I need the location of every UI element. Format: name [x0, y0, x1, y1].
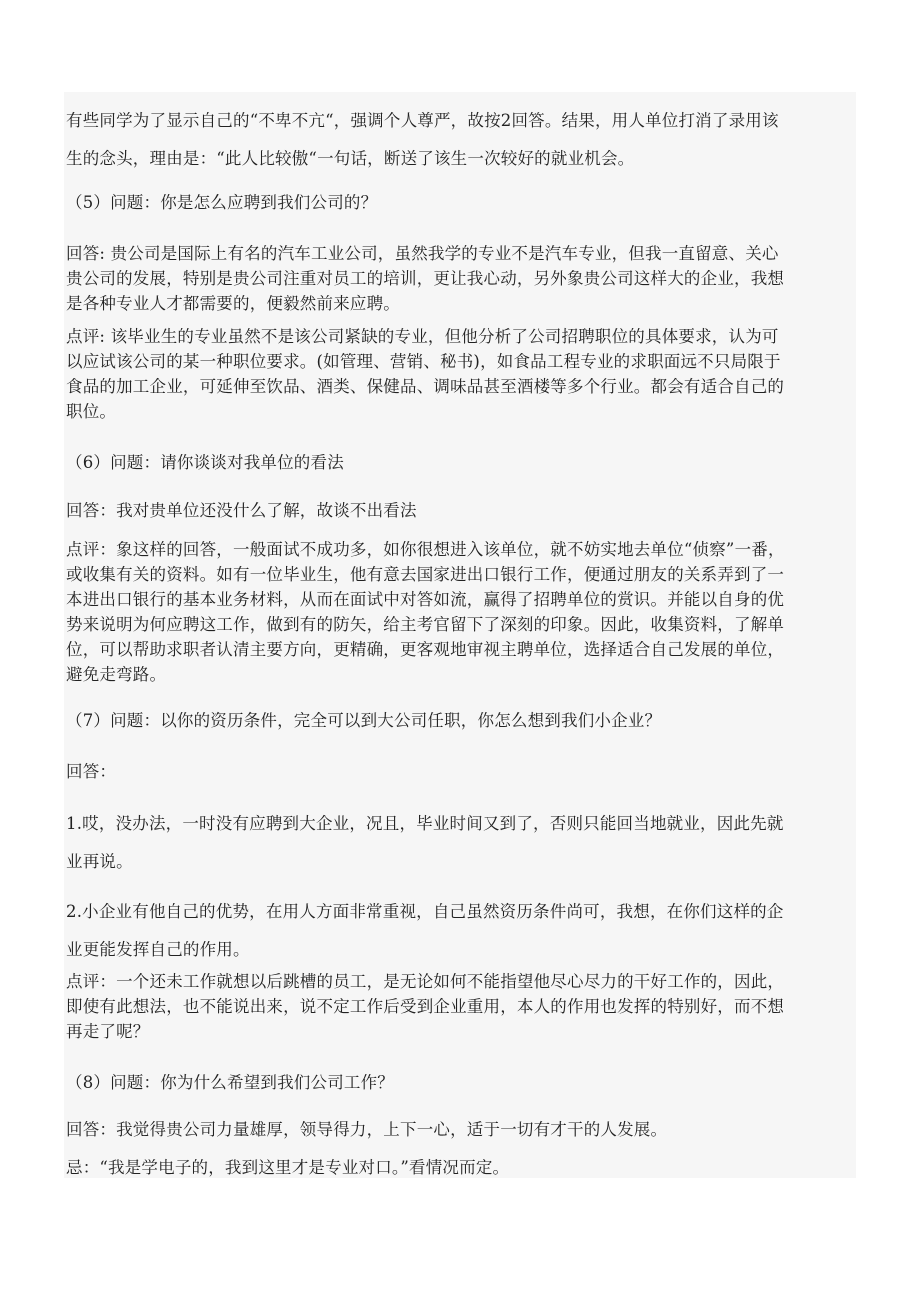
text-line: 回答：我对贵单位还没什么了解，故谈不出看法 [66, 501, 417, 520]
text-line: 回答: 贵公司是国际上有名的汽车工业公司，虽然我学的专业不是汽车专业，但我一直留意、关心 [66, 244, 779, 263]
avoid-note [66, 1155, 858, 1180]
answer-7-option-2 [66, 893, 858, 969]
answer-5 [66, 241, 858, 316]
text-line: 1.哎，没办法，一时没有应聘到大企业，况且，毕业时间又到了，否则只能回当地就业，因此先就 [66, 814, 784, 833]
text-line: 位，可以帮助求职者认清主要方向，更精确，更客观地审视主聘单位，选择适合自己发展的单位， [66, 640, 785, 659]
text-line: （8）问题：你为什么希望到我们公司工作？ [66, 1073, 394, 1092]
text-line: 或收集有关的资料。如有一位毕业生，他有意去国家进出口银行工作，便通过朋友的关系弄到了一 [66, 565, 785, 584]
text-line: 2.小企业有他自己的优势，在用人方面非常重视，自己虽然资历条件尚可，我想，在你们这样的企 [66, 902, 784, 921]
answer-8 [66, 1117, 858, 1142]
text-line: 点评：象这样的回答，一般面试不成功多，如你很想进入该单位，就不妨实地去单位“侦察”一番， [66, 540, 785, 559]
paragraph-intro [66, 102, 858, 178]
text-line: 业更能发挥自己的作用。 [66, 940, 250, 959]
answer-7-option-1 [66, 805, 858, 881]
answer-6 [66, 498, 858, 523]
question-6 [66, 450, 858, 475]
comment-7 [66, 969, 858, 1044]
text-line: 是各种专业人才都需要的，便毅然前来应聘。 [66, 294, 400, 313]
text-line: 忌：“我是学电子的，我到这里才是专业对口。”看情况而定。 [66, 1158, 510, 1177]
text-line: 势来说明为何应聘这工作，做到有的防矢，给主考官留下了深刻的印象。因此，收集资料，了解单 [66, 615, 785, 634]
text-line: 避免走弯路。 [66, 665, 167, 684]
text-line: 即使有此想法，也不能说出来，说不定工作后受到企业重用，本人的作用也发挥的特别好，而不想 [66, 997, 785, 1016]
text-line: 食品的加工企业，可延伸至饮品、酒类、保健品、调味品甚至酒楼等多个行业。都会有适合自己的 [66, 377, 785, 396]
text-line: 本进出口银行的基本业务材料，从而在面试中对答如流，赢得了招聘单位的赏识。并能以自身的优 [66, 590, 785, 609]
text-line: （5）问题：你是怎么应聘到我们公司的？ [66, 193, 378, 212]
text-line: 生的念头，理由是：“此人比较傲“一句话，断送了该生一次较好的就业机会。 [66, 149, 635, 168]
text-line: 以应试该公司的某一种职位要求。(如管理、营销、秘书)，如食品工程专业的求职面远不只局限于 [66, 352, 781, 371]
text-line: 再走了呢？ [66, 1022, 150, 1041]
comment-5 [66, 324, 858, 424]
text-line: 有些同学为了显示自己的“不卑不亢“，强调个人尊严，故按2回答。结果，用人单位打消了录用该 [66, 111, 779, 130]
question-7 [66, 708, 858, 733]
text-line: 回答： [66, 762, 117, 781]
question-8 [66, 1070, 858, 1095]
text-line: 业再说。 [66, 852, 133, 871]
text-line: （7）问题：以你的资历条件，完全可以到大公司任职，你怎么想到我们小企业？ [66, 711, 662, 730]
answer-7-label [66, 759, 858, 784]
text-line: 点评: 该毕业生的专业虽然不是该公司紧缺的专业，但他分析了公司招聘职位的具体要求，认为可 [66, 327, 779, 346]
text-line: （6）问题：请你谈谈对我单位的看法 [66, 453, 344, 472]
text-line: 点评：一个还未工作就想以后跳槽的员工，是无论如何不能指望他尽心尽力的干好工作的，因此， [66, 972, 785, 991]
comment-6 [66, 537, 858, 687]
question-5 [66, 190, 858, 215]
text-line: 回答：我觉得贵公司力量雄厚，领导得力，上下一心，适于一切有才干的人发展。 [66, 1120, 668, 1139]
text-line: 职位。 [66, 402, 117, 421]
text-line: 贵公司的发展，特别是贵公司注重对员工的培训，更让我心动，另外象贵公司这样大的企业，我想 [66, 269, 785, 288]
